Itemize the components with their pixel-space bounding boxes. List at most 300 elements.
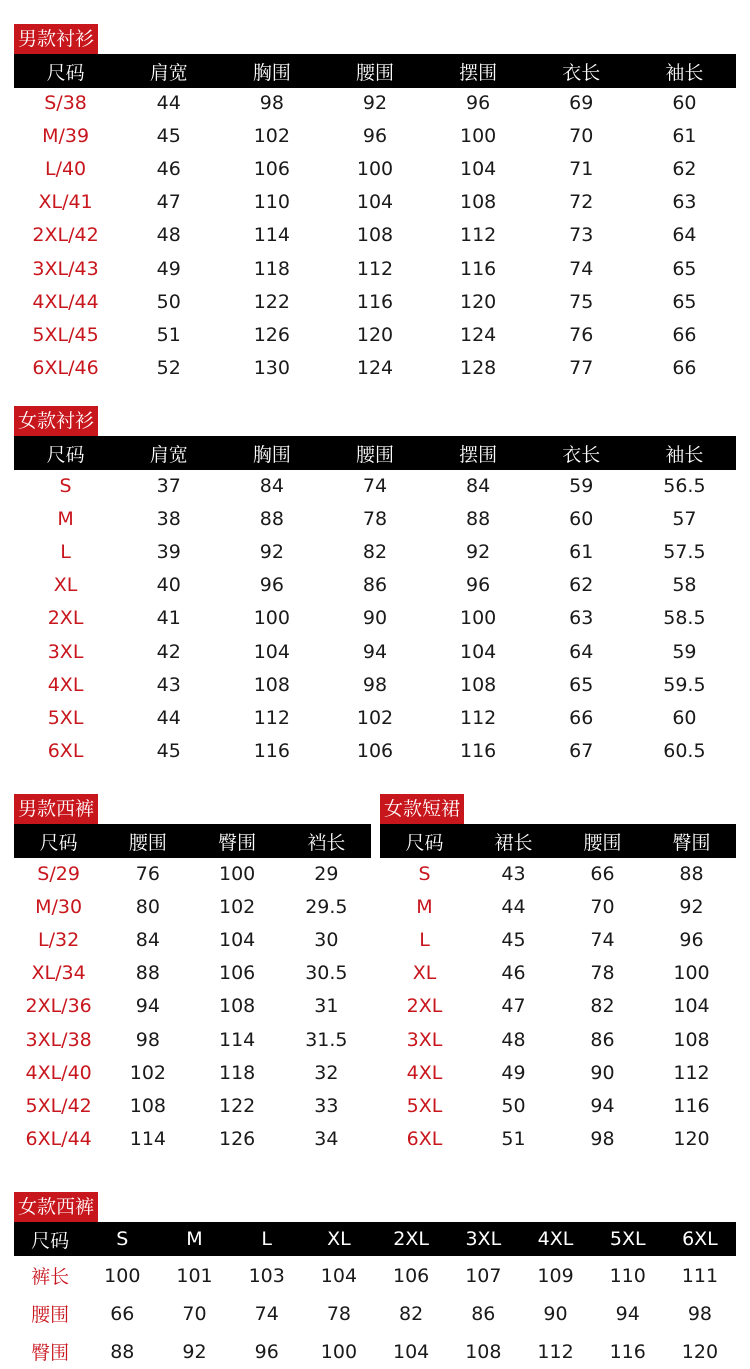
table-cell: 45: [156, 740, 181, 763]
size-label: 6XL: [47, 740, 84, 763]
size-label: M: [57, 507, 74, 530]
table-cell: 100: [460, 124, 497, 147]
header-cell: M: [186, 1228, 203, 1250]
table-cell: 63: [569, 607, 594, 630]
women-trousers-title: 女款西裤: [14, 1192, 98, 1222]
table-cell: 108: [460, 191, 497, 214]
table-row: [14, 857, 371, 890]
table-cell: 61: [672, 124, 697, 147]
header-cell: 腰围: [355, 443, 394, 466]
table-cell: 108: [465, 1340, 502, 1363]
table-cell: 90: [590, 1061, 615, 1084]
table-cell: 106: [356, 740, 394, 763]
table-cell: 66: [110, 1302, 135, 1325]
table-cell: 110: [253, 191, 290, 214]
table-cell: 29.5: [305, 895, 348, 918]
table-cell: 57.5: [663, 540, 706, 563]
table-cell: 124: [460, 323, 497, 346]
size-label: S/29: [37, 862, 80, 885]
table-cell: 104: [320, 1264, 358, 1287]
header-cell: 2XL: [393, 1228, 429, 1250]
table-cell: 50: [501, 1094, 526, 1117]
table-cell: 84: [259, 474, 284, 497]
table-row: [14, 502, 736, 535]
table-cell: 70: [569, 124, 594, 147]
table-cell: 86: [362, 574, 388, 597]
table-cell: 96: [362, 124, 388, 147]
table-row: [14, 535, 736, 568]
table-cell: 72: [569, 191, 594, 214]
table-row: [14, 957, 371, 990]
women-skirts-title: 女款短裙: [380, 794, 464, 824]
table-cell: 88: [259, 507, 284, 530]
table-cell: 118: [218, 1061, 256, 1084]
table-cell: 37: [156, 474, 181, 497]
size-label: 5XL/45: [32, 323, 99, 346]
table-row: [380, 1023, 736, 1056]
size-label: XL/34: [31, 962, 86, 985]
table-cell: 65: [672, 257, 697, 280]
table-row: [14, 569, 736, 602]
size-label: 6XL/46: [32, 357, 99, 380]
men-shirts-header: [14, 54, 736, 88]
table-cell: 92: [259, 540, 284, 563]
table-cell: 94: [590, 1094, 615, 1117]
table-row: [14, 1056, 371, 1089]
table-cell: 31: [314, 995, 339, 1018]
table-cell: 112: [460, 224, 497, 247]
header-cell: 3XL: [465, 1228, 502, 1250]
table-cell: 100: [460, 607, 497, 630]
table-cell: 70: [590, 895, 615, 918]
size-label: 2XL/36: [25, 995, 92, 1018]
table-row: [14, 285, 736, 318]
table-row: [380, 990, 736, 1023]
table-cell: 78: [326, 1302, 351, 1325]
table-cell: 43: [501, 862, 526, 885]
women-shirts-title: 女款衬衫: [14, 406, 98, 436]
size-label: L/40: [44, 157, 87, 180]
table-cell: 86: [471, 1302, 496, 1325]
table-cell: 100: [356, 157, 394, 180]
table-cell: 100: [253, 607, 290, 630]
table-cell: 112: [460, 706, 497, 729]
table-cell: 108: [129, 1094, 166, 1117]
size-label: 4XL/44: [32, 290, 99, 313]
table-cell: 58: [672, 574, 697, 597]
table-cell: 116: [253, 740, 290, 763]
table-row: [14, 701, 736, 734]
table-cell: 86: [590, 1028, 615, 1051]
table-cell: 49: [501, 1061, 526, 1084]
table-row: [14, 1335, 736, 1368]
table-cell: 60.5: [663, 740, 706, 763]
table-cell: 48: [501, 1028, 526, 1051]
table-cell: 92: [466, 540, 491, 563]
table-cell: 59: [672, 640, 697, 663]
table-cell: 32: [314, 1061, 339, 1084]
table-cell: 98: [259, 91, 284, 114]
size-label: S: [418, 862, 431, 885]
table-cell: 59: [569, 474, 594, 497]
table-cell: 104: [392, 1340, 430, 1363]
table-cell: 67: [569, 740, 594, 763]
header-cell: 5XL: [609, 1228, 646, 1250]
table-row: [14, 469, 736, 502]
table-cell: 100: [104, 1264, 141, 1287]
table-cell: 104: [460, 640, 497, 663]
table-cell: 52: [156, 357, 181, 380]
table-cell: 62: [672, 157, 697, 180]
table-cell: 104: [460, 157, 497, 180]
table-cell: 44: [156, 91, 181, 114]
table-cell: 77: [569, 357, 594, 380]
table-cell: 116: [609, 1340, 646, 1363]
table-cell: 62: [569, 574, 594, 597]
table-row: [14, 668, 736, 701]
men-shirts-title: 男款衬衫: [14, 24, 98, 54]
table-cell: 90: [543, 1302, 568, 1325]
table-cell: 88: [679, 862, 704, 885]
table-cell: 120: [356, 323, 394, 346]
table-cell: 88: [110, 1340, 135, 1363]
table-row: [380, 1123, 736, 1156]
table-cell: 92: [679, 895, 704, 918]
size-label: 5XL/42: [25, 1094, 92, 1117]
table-cell: 51: [501, 1128, 526, 1151]
table-cell: 102: [356, 706, 394, 729]
table-row: [380, 1089, 736, 1122]
header-cell: 裆长: [307, 831, 346, 854]
table-cell: 96: [679, 928, 704, 951]
table-cell: 114: [253, 224, 290, 247]
table-cell: 116: [356, 290, 394, 313]
header-cell: 衣长: [562, 443, 601, 466]
table-cell: 126: [218, 1128, 256, 1151]
table-cell: 106: [218, 962, 256, 985]
size-label: XL: [53, 574, 78, 597]
table-cell: 126: [253, 323, 290, 346]
table-cell: 58.5: [663, 607, 706, 630]
table-cell: 104: [218, 928, 256, 951]
table-cell: 78: [362, 507, 388, 530]
size-label: 3XL/38: [25, 1028, 92, 1051]
table-cell: 42: [156, 640, 181, 663]
table-cell: 116: [460, 740, 497, 763]
size-label: 5XL: [47, 706, 84, 729]
table-cell: 51: [156, 323, 181, 346]
table-cell: 92: [182, 1340, 207, 1363]
table-cell: 90: [362, 607, 388, 630]
table-cell: 88: [466, 507, 491, 530]
table-cell: 84: [466, 474, 491, 497]
table-cell: 59.5: [663, 673, 706, 696]
size-label: 臀围: [31, 1342, 70, 1364]
table-cell: 73: [569, 224, 594, 247]
table-cell: 49: [156, 257, 181, 280]
table-cell: 94: [615, 1302, 640, 1325]
table-cell: 104: [356, 191, 394, 214]
size-label: L/32: [38, 928, 80, 951]
header-cell: 尺码: [39, 831, 78, 854]
table-cell: 124: [356, 357, 394, 380]
table-cell: 40: [156, 574, 181, 597]
table-cell: 44: [156, 706, 181, 729]
table-cell: 48: [156, 224, 181, 247]
table-cell: 30: [314, 928, 339, 951]
table-row: [380, 857, 736, 890]
table-cell: 41: [156, 607, 181, 630]
table-cell: 47: [501, 995, 526, 1018]
header-cell: 4XL: [537, 1228, 574, 1250]
table-cell: 96: [466, 91, 491, 114]
size-label: L: [60, 540, 71, 563]
header-cell: 臀围: [218, 831, 257, 854]
table-cell: 63: [672, 191, 697, 214]
header-cell: 腰围: [355, 61, 394, 84]
table-cell: 47: [156, 191, 181, 214]
table-row: [14, 352, 736, 385]
table-cell: 108: [253, 673, 290, 696]
table-cell: 106: [392, 1264, 430, 1287]
table-cell: 120: [681, 1340, 719, 1363]
table-cell: 96: [254, 1340, 279, 1363]
size-label: 4XL: [47, 673, 84, 696]
table-cell: 60: [569, 507, 594, 530]
table-cell: 76: [569, 323, 594, 346]
header-cell: 裙长: [494, 831, 533, 854]
table-cell: 120: [460, 290, 497, 313]
header-cell: 摆围: [459, 61, 498, 84]
table-cell: 60: [672, 91, 697, 114]
table-cell: 34: [314, 1128, 339, 1151]
table-cell: 108: [356, 224, 394, 247]
table-cell: 116: [673, 1094, 710, 1117]
table-cell: 118: [253, 257, 290, 280]
table-cell: 104: [673, 995, 710, 1018]
size-label: 5XL: [406, 1094, 443, 1117]
table-cell: 29: [314, 862, 339, 885]
table-cell: 101: [176, 1264, 213, 1287]
table-cell: 114: [218, 1028, 256, 1051]
size-label: S: [59, 474, 72, 497]
table-cell: 112: [356, 257, 394, 280]
table-row: [14, 1259, 736, 1292]
table-row: [14, 1297, 736, 1330]
table-row: [380, 890, 736, 923]
table-cell: 31.5: [305, 1028, 348, 1051]
table-cell: 108: [673, 1028, 710, 1051]
table-row: [14, 1123, 371, 1156]
table-row: [14, 990, 371, 1023]
header-cell: 袖长: [665, 61, 704, 84]
table-cell: 64: [672, 224, 697, 247]
men-trousers-title: 男款西裤: [14, 794, 98, 824]
table-cell: 69: [569, 91, 594, 114]
table-cell: 100: [673, 962, 710, 985]
size-label: 2XL: [406, 995, 443, 1018]
size-label: 6XL/44: [25, 1128, 92, 1151]
table-cell: 65: [569, 673, 594, 696]
header-cell: 尺码: [46, 61, 85, 84]
size-label: 4XL: [406, 1061, 443, 1084]
table-row: [14, 252, 736, 285]
size-label: XL/41: [38, 191, 93, 214]
table-cell: 108: [460, 673, 497, 696]
men-trousers-header: [14, 824, 371, 858]
table-cell: 56.5: [663, 474, 706, 497]
header-cell: 腰围: [583, 831, 622, 854]
header-cell: 肩宽: [149, 443, 188, 466]
table-cell: 38: [156, 507, 181, 530]
table-cell: 116: [460, 257, 497, 280]
women-skirts-header: [380, 824, 736, 858]
table-row: [14, 602, 736, 635]
table-cell: 60: [672, 706, 697, 729]
table-row: [14, 318, 736, 351]
size-label: 4XL/40: [25, 1061, 92, 1084]
table-row: [14, 1089, 371, 1122]
table-cell: 82: [362, 540, 388, 563]
header-cell: S: [116, 1228, 129, 1250]
table-cell: 110: [609, 1264, 646, 1287]
table-cell: 84: [135, 928, 160, 951]
table-cell: 66: [569, 706, 594, 729]
table-cell: 94: [135, 995, 160, 1018]
header-cell: 摆围: [459, 443, 498, 466]
table-row: [14, 1023, 371, 1056]
table-cell: 100: [320, 1340, 358, 1363]
table-cell: 66: [590, 862, 615, 885]
size-label: 2XL/42: [32, 224, 99, 247]
table-cell: 70: [182, 1302, 207, 1325]
table-cell: 100: [218, 862, 256, 885]
table-cell: 130: [253, 357, 290, 380]
table-cell: 120: [673, 1128, 710, 1151]
size-label: 3XL/43: [32, 257, 99, 280]
table-cell: 30.5: [305, 962, 348, 985]
header-cell: 腰围: [128, 831, 167, 854]
table-cell: 94: [362, 640, 388, 663]
table-row: [14, 86, 736, 119]
table-row: [14, 890, 371, 923]
table-cell: 103: [248, 1264, 285, 1287]
header-cell: 尺码: [405, 831, 444, 854]
table-cell: 66: [672, 323, 697, 346]
table-cell: 96: [466, 574, 491, 597]
size-label: 腰围: [31, 1304, 70, 1326]
table-cell: 98: [135, 1028, 160, 1051]
table-row: [14, 152, 736, 185]
header-cell: 臀围: [672, 831, 711, 854]
table-cell: 96: [259, 574, 284, 597]
header-cell: 胸围: [252, 61, 291, 84]
size-label: L: [419, 928, 430, 951]
table-cell: 78: [590, 962, 615, 985]
table-cell: 66: [672, 357, 697, 380]
table-cell: 74: [362, 474, 388, 497]
table-row: [14, 635, 736, 668]
table-cell: 102: [218, 895, 256, 918]
table-cell: 57: [672, 507, 697, 530]
table-cell: 122: [253, 290, 290, 313]
table-cell: 75: [569, 290, 594, 313]
table-cell: 50: [156, 290, 181, 313]
table-cell: 102: [129, 1061, 166, 1084]
table-cell: 82: [399, 1302, 424, 1325]
women-trousers-header: [14, 1222, 736, 1256]
table-row: [14, 219, 736, 252]
size-label: 6XL: [406, 1128, 443, 1151]
size-label: XL: [412, 962, 437, 985]
table-row: [14, 186, 736, 219]
table-cell: 107: [465, 1264, 502, 1287]
table-cell: 88: [135, 962, 160, 985]
header-cell: 肩宽: [149, 61, 188, 84]
table-cell: 76: [135, 862, 160, 885]
table-cell: 111: [681, 1264, 719, 1287]
table-cell: 74: [569, 257, 594, 280]
table-cell: 98: [590, 1128, 615, 1151]
table-cell: 112: [537, 1340, 574, 1363]
table-cell: 108: [218, 995, 256, 1018]
table-cell: 122: [218, 1094, 256, 1117]
size-label: S/38: [44, 91, 87, 114]
table-cell: 98: [687, 1302, 713, 1325]
header-cell: 尺码: [46, 443, 85, 466]
table-cell: 39: [156, 540, 181, 563]
table-cell: 61: [569, 540, 594, 563]
header-cell: L: [261, 1228, 272, 1250]
table-cell: 45: [501, 928, 526, 951]
size-label: 2XL: [47, 607, 84, 630]
table-cell: 112: [673, 1061, 710, 1084]
header-cell: 6XL: [682, 1228, 718, 1250]
table-row: [14, 923, 371, 956]
header-cell: XL: [327, 1228, 351, 1250]
header-cell: 尺码: [31, 1229, 70, 1252]
table-cell: 114: [129, 1128, 166, 1151]
header-cell: 袖长: [665, 443, 704, 466]
table-cell: 45: [156, 124, 181, 147]
table-cell: 33: [314, 1094, 339, 1117]
table-cell: 98: [362, 673, 388, 696]
table-cell: 128: [460, 357, 497, 380]
table-cell: 65: [672, 290, 697, 313]
size-label: 裤长: [31, 1266, 70, 1288]
table-row: [380, 923, 736, 956]
size-label: 3XL: [406, 1028, 443, 1051]
header-cell: 衣长: [562, 61, 601, 84]
table-cell: 44: [501, 895, 526, 918]
size-label: M/30: [35, 895, 83, 918]
table-cell: 82: [590, 995, 615, 1018]
table-cell: 112: [253, 706, 290, 729]
table-cell: 46: [501, 962, 526, 985]
table-cell: 43: [156, 673, 181, 696]
table-cell: 92: [362, 91, 388, 114]
size-label: M/39: [42, 124, 90, 147]
table-cell: 71: [569, 157, 594, 180]
table-row: [380, 957, 736, 990]
table-cell: 106: [253, 157, 290, 180]
table-cell: 109: [537, 1264, 574, 1287]
size-label: 3XL: [47, 640, 84, 663]
table-cell: 102: [253, 124, 290, 147]
size-label: M: [416, 895, 433, 918]
table-cell: 46: [156, 157, 181, 180]
table-row: [14, 735, 736, 768]
